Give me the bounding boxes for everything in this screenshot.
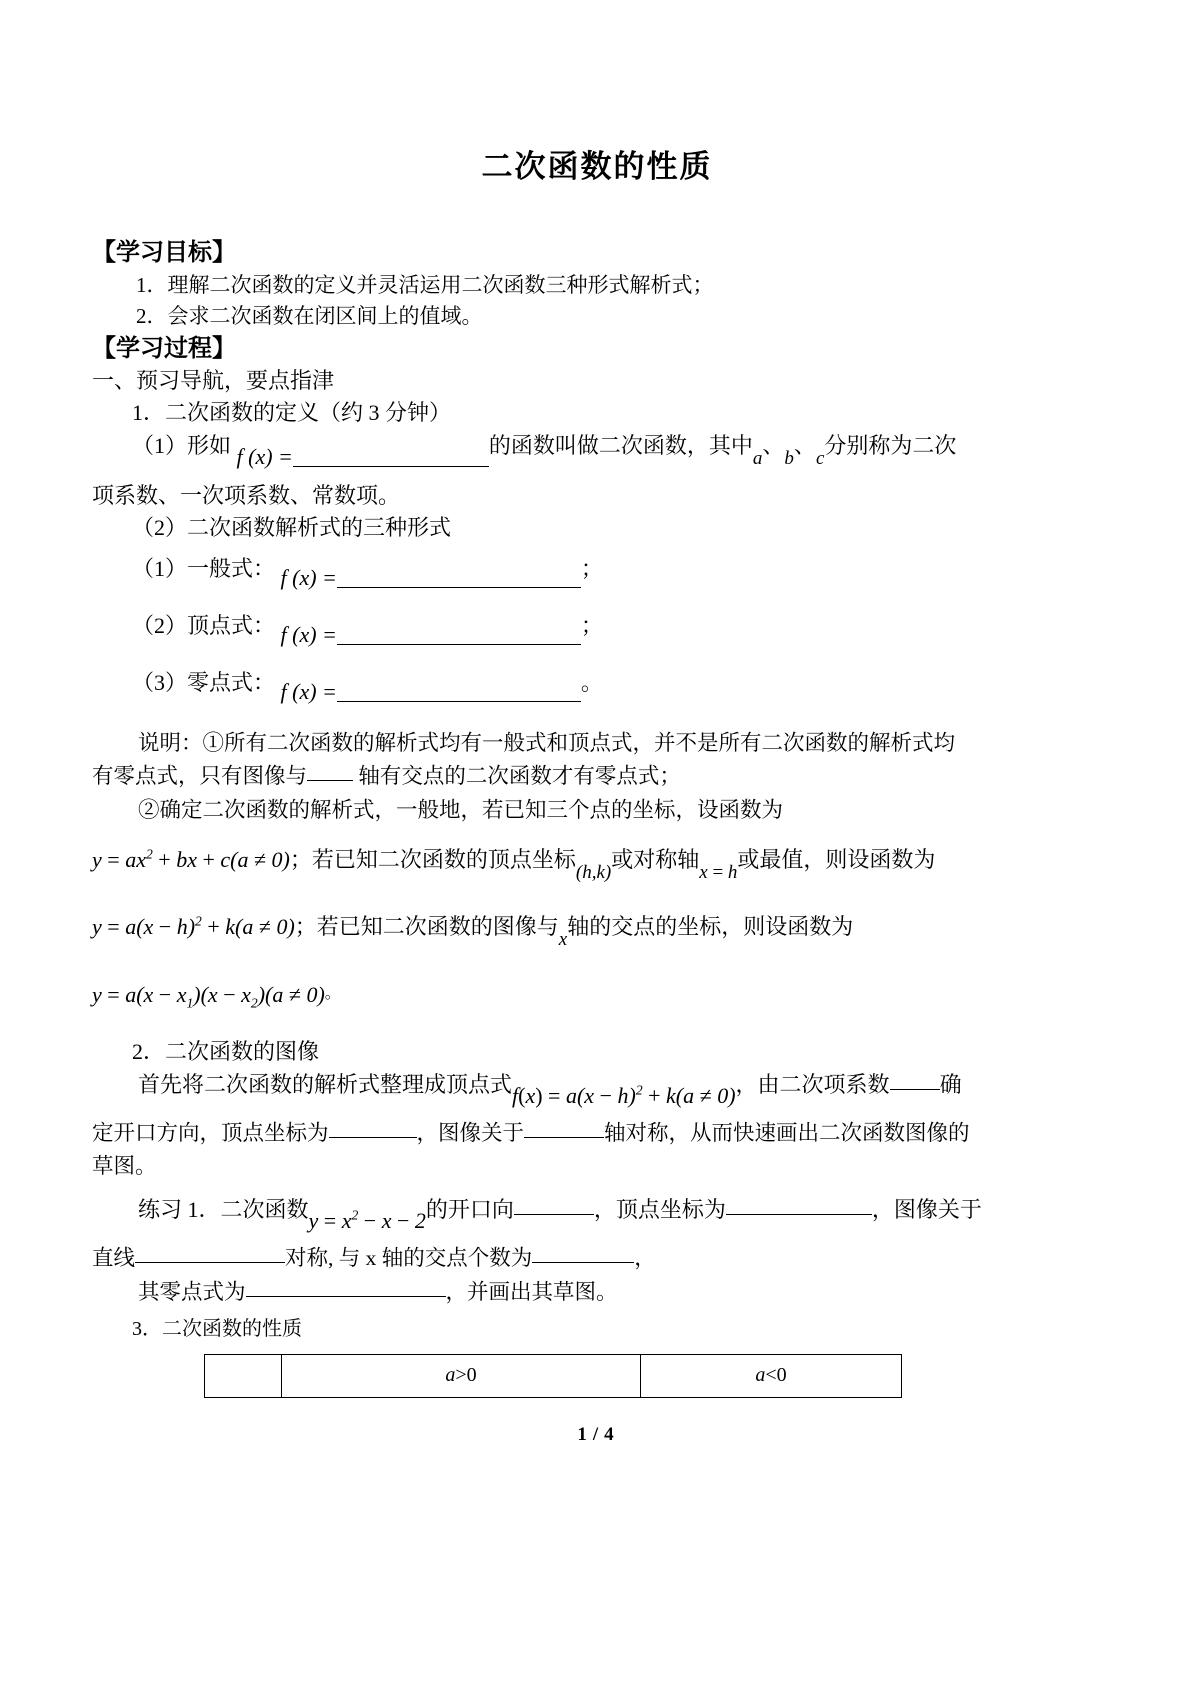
note-line-3: ②确定二次函数的解析式，一般地，若已知三个点的坐标，设函数为 [138,797,784,822]
formula-vertex-form: $y = a(x - h)^2 + k(a \ne 0)$ [92,914,295,940]
objective-2-text: 会求二次函数在闭区间上的值域。 [167,304,483,329]
footer-page-number: 1 [577,1424,587,1445]
formula-zero-form: $y = a(x - x_1)(x - x_2)(a \ne 0)$ [92,981,325,1011]
exercise-line-2-mid: 对称, 与 x 轴的交点个数为 [285,1246,533,1271]
graph-line-1-pre: 首先将二次函数的解析式整理成顶点式 [138,1071,513,1097]
page-title: 二次函数的性质 [481,149,713,184]
graph-line-1-post: 确 [939,1071,962,1097]
note-line-2-pre: 有零点式，只有图像与 [92,764,308,789]
exercise-line-3-pre: 其零点式为 [138,1279,246,1304]
learning-process-heading: 【学习过程】 [92,335,236,362]
note-line-4 [92,843,1102,883]
exercise-line-3-post: ，并画出其草图。 [445,1279,618,1304]
form-vertex [92,609,1102,648]
note-line-4a: ；若已知二次函数的顶点坐标 [289,846,576,872]
objective-1-text: 理解二次函数的定义并灵活运用二次函数三种形式解析式； [167,272,714,297]
formula-general-form: $y = ax^2$ + bx + c(a ≠ 0) [92,846,290,872]
exercise-line-2-post: ， [634,1246,656,1271]
form-general-end: ； [580,556,603,582]
exercise-line-2 [92,1242,1102,1275]
learning-objectives-heading: 【学习目标】 [92,240,236,267]
form-vertex-end: ； [580,613,603,639]
graph-line-2 [92,1117,1102,1150]
note-line-2 [92,760,1102,793]
graph-line-2-post: 轴对称，从而快速画出二次函数图像的 [604,1120,970,1145]
objective-2-number: 2． [136,304,168,329]
graph-line-2-pre: 定开口方向，顶点坐标为 [92,1120,329,1145]
form-vertex-formula: f (x) = [281,618,581,651]
exercise-part-3: ，图像关于 [871,1197,982,1223]
graph-line-1-mid: ，由二次项系数 [735,1071,890,1097]
table-row [205,1354,902,1397]
form-general-label: （1）一般式： [132,556,276,582]
exercise-part-1: 的开口向 [425,1197,514,1223]
definition-mid-text: 的函数叫做二次函数，其中 [488,432,753,458]
footer-separator: / [592,1424,599,1445]
axis-of-symmetry: x = h [699,861,738,883]
exercise-part-2: ，顶点坐标为 [593,1197,726,1223]
properties-table [204,1354,902,1398]
page-content [92,0,1102,1398]
form-general-formula: f (x) = [281,561,581,594]
section-1-heading: 一、预习导航，要点指津 [92,367,335,393]
definition-fx-formula: f (x) = [237,440,489,473]
exercise-line-1 [92,1193,1102,1234]
form-zero [92,666,1102,705]
exercise-line-3 [92,1276,1102,1309]
form-zero-formula: f (x) = [281,675,581,708]
exercise-lead: 练习 1．二次函数 [138,1197,309,1223]
subsection-2-heading: 2．二次函数的图像 [132,1038,320,1064]
graph-line-3: 草图。 [92,1154,157,1179]
page-footer [0,1424,1191,1446]
graph-line-1 [92,1068,1102,1108]
footer-page-total: 4 [604,1424,614,1445]
form-general [92,552,1102,591]
coefficient-b: b [784,447,794,469]
graph-line-2-mid: ，图像关于 [416,1120,525,1145]
coefficient-c: c [815,447,825,469]
note-line-4c: 或最值，则设函数为 [737,846,936,872]
subsection-1-heading: 1．二次函数的定义（约 3 分钟） [132,399,452,425]
form-vertex-label: （2）顶点式： [132,613,276,639]
note-line-5a: ；若已知二次函数的图像与 [294,914,559,940]
table-header-blank [205,1354,282,1397]
note-line-5 [92,910,1102,951]
exercise-formula: $y = x^2 - x - 2$ [308,1208,426,1234]
variable-x: x [558,929,568,951]
table-header-a-negative: a<0 [641,1354,902,1397]
subsection-3-heading: 3．二次函数的性质 [132,1317,302,1340]
note-line-5b: 轴的交点的坐标，则设函数为 [567,914,854,940]
note-line-6 [92,978,1102,1014]
exercise-line-2-pre: 直线 [92,1246,136,1271]
sep-2: 、 [793,432,816,458]
table-header-a-positive: a>0 [282,1354,641,1397]
coefficient-a: a [752,447,763,469]
note-line-4b: 或对称轴 [611,846,700,872]
note-line-2-post: 轴有交点的二次函数才有零点式； [358,764,681,789]
definition-line-2: 项系数、一次项系数、常数项。 [92,483,401,509]
note-line-6-end: 。 [324,984,341,1002]
form-zero-label: （3）零点式： [132,670,276,696]
note-line-1: 说明：①所有二次函数的解析式均有一般式和顶点式，并不是所有二次函数的解析式均 [138,731,956,756]
objective-item-2 [92,301,1102,333]
sep-1: 、 [762,432,785,458]
definition-line-1 [92,429,1102,469]
definition-lead: （1）形如 [132,432,232,458]
objective-1-number: 1． [136,272,168,297]
form-zero-end: 。 [580,670,603,696]
definition-tail-text: 分别称为二次 [824,432,957,458]
vertex-form-formula: $f(x) = a(x - h)^2 + k(a \ne 0)$ [512,1082,736,1108]
objective-item-1 [92,270,1102,302]
forms-heading: （2）二次函数解析式的三种形式 [132,515,452,541]
vertex-coordinates: (h,k) [575,861,612,883]
